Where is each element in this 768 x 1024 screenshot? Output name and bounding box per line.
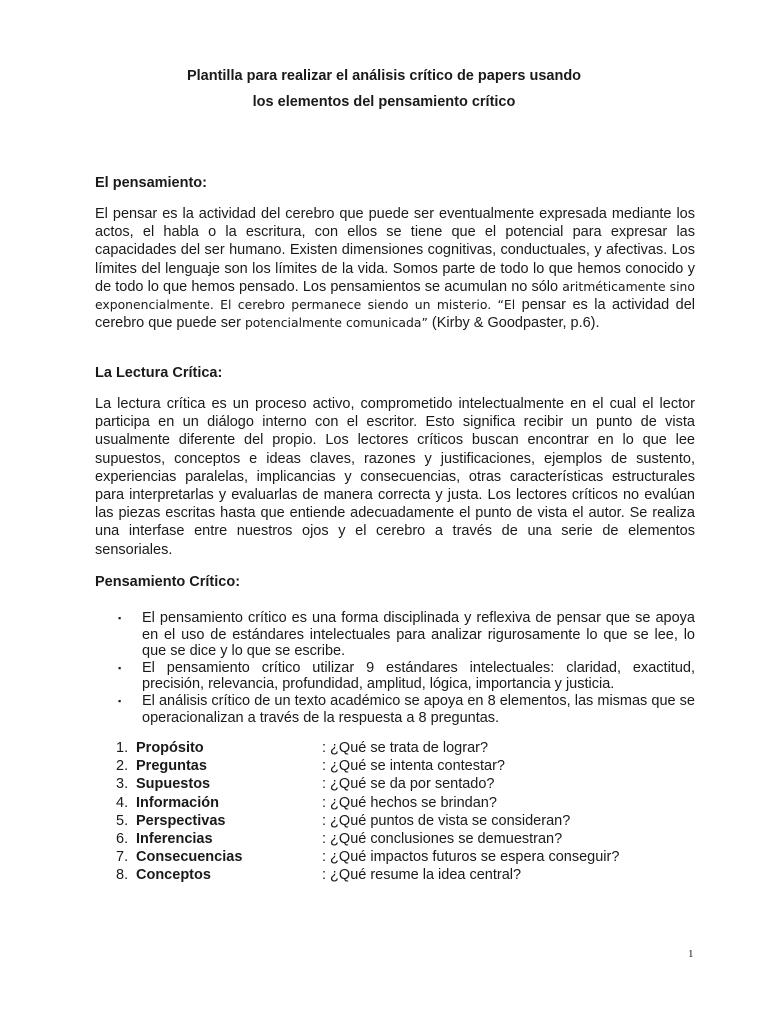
element-question: : ¿Qué resume la idea central?: [322, 867, 522, 884]
body-text-part-2: aritméticamente sino exponencialmente. El cerebro permanece siendo un misterio. “El: [95, 278, 695, 313]
bullet-icon: ▪: [118, 662, 122, 673]
element-number: 4.: [116, 794, 129, 811]
list-item: [116, 794, 676, 812]
element-number: 7.: [116, 849, 129, 866]
bullet-icon: ▪: [118, 613, 122, 623]
elements-list: [116, 739, 676, 885]
section-heading-pensamiento: El pensamiento:: [95, 175, 207, 191]
element-question: : ¿Qué puntos de vista se consideran?: [322, 812, 571, 829]
body-text-part-1: El pensar es la actividad del cerebro que puede ser eventualmente expresada mediante los actos, el habla o la escritura, con ellos se tiene que el potencial para expresar las capacidades del ser humano. Existen dimensiones cognitivas, conductuales, y afectivas. Los límites del lenguaje son los límites de la vida. Somos parte de todo lo que hemos conocido y de todo lo que hemos pensado. Los pensamientos se acumulan no sólo: [95, 206, 695, 295]
list-item: [95, 660, 695, 693]
list-item: [116, 812, 676, 830]
element-question: : ¿Qué se da por sentado?: [322, 776, 495, 793]
body-text-part-4: potencialmente comunicada”: [244, 315, 428, 331]
list-item: [95, 610, 695, 660]
element-term: Propósito: [136, 740, 204, 756]
list-item: [116, 757, 676, 775]
list-item: [116, 866, 676, 884]
bullet-list: [95, 610, 695, 726]
element-number: 2.: [116, 758, 129, 775]
list-item: [95, 693, 695, 726]
bullet-text: El análisis crítico de un texto académico se apoya en 8 elementos, las mismas que se operacionalizan a través de la respuesta a 8 preguntas.: [142, 692, 695, 726]
element-question: : ¿Qué conclusiones se demuestran?: [322, 830, 563, 847]
bullet-text: El pensamiento crítico utilizar 9 estándares intelectuales: claridad, exactitud, precisión, relevancia, profundidad, amplitud, lógica, importancia y justicia.: [142, 659, 695, 693]
list-item: [116, 775, 676, 793]
element-term: Consecuencias: [136, 849, 243, 866]
element-question: : ¿Qué se trata de lograr?: [322, 740, 489, 756]
element-term: Inferencias: [136, 830, 213, 847]
element-term: Perspectivas: [136, 812, 226, 829]
document-title-line-2: los elementos del pensamiento crítico: [252, 94, 516, 110]
bullet-icon: ▪: [118, 695, 122, 706]
element-term: Supuestos: [136, 776, 211, 793]
element-question: : ¿Qué impactos futuros se espera conseguir?: [322, 849, 620, 866]
element-number: 1.: [116, 740, 129, 756]
list-item: [116, 848, 676, 866]
page-number: 1: [688, 948, 694, 960]
list-item: [116, 739, 676, 757]
element-question: : ¿Qué hechos se brindan?: [322, 794, 497, 811]
list-item: [116, 830, 676, 848]
element-term: Preguntas: [136, 758, 207, 775]
element-number: 6.: [116, 830, 129, 847]
bullet-text: El pensamiento crítico es una forma disciplinada y reflexiva de pensar que se apoya en el uso de estándares intelectuales para analizar rigurosamente lo que se lee, lo que se dice y lo que se escribe.: [142, 610, 695, 660]
section-heading-lectura: La Lectura Crítica:: [95, 365, 223, 381]
element-number: 8.: [116, 867, 129, 884]
body-text-part-3: pensar es la actividad del cerebro que puede ser: [95, 297, 696, 332]
element-term: Información: [136, 794, 219, 811]
document-title-line-1: Plantilla para realizar el análisis crítico de papers usando: [186, 68, 582, 84]
section-body-lectura: La lectura crítica es un proceso activo, comprometido intelectualmente en el cual el lector participa en un diálogo interno con el escritor. Esto significa recibir un punto de vista usualmente diferente del propio. Los lectores críticos buscan encontrar en lo que lee supuestos, conceptos e ideas claves, razones y justificaciones, ejemplos de sustento, experiencias paralelas, implicancias y consecuencias, otras características estructurales para interpretarlas y evaluarlas de manera correcta y justa. Los lectores críticos no evalúan las piezas escritas hasta que entiende adecuadamente el punto de vista el autor. Se realiza una interfase entre nuestros ojos y el cerebro a través de una serie de elementos sensoriales.: [95, 396, 695, 558]
element-question: : ¿Qué se intenta contestar?: [322, 758, 505, 775]
element-number: 5.: [116, 812, 129, 829]
section-heading-critico: Pensamiento Crítico:: [95, 574, 241, 590]
section-body-pensamiento: [95, 205, 695, 332]
body-text-part-5: (Kirby & Goodpaster, p.6).: [427, 315, 600, 332]
element-number: 3.: [116, 776, 129, 793]
element-term: Conceptos: [136, 867, 211, 884]
